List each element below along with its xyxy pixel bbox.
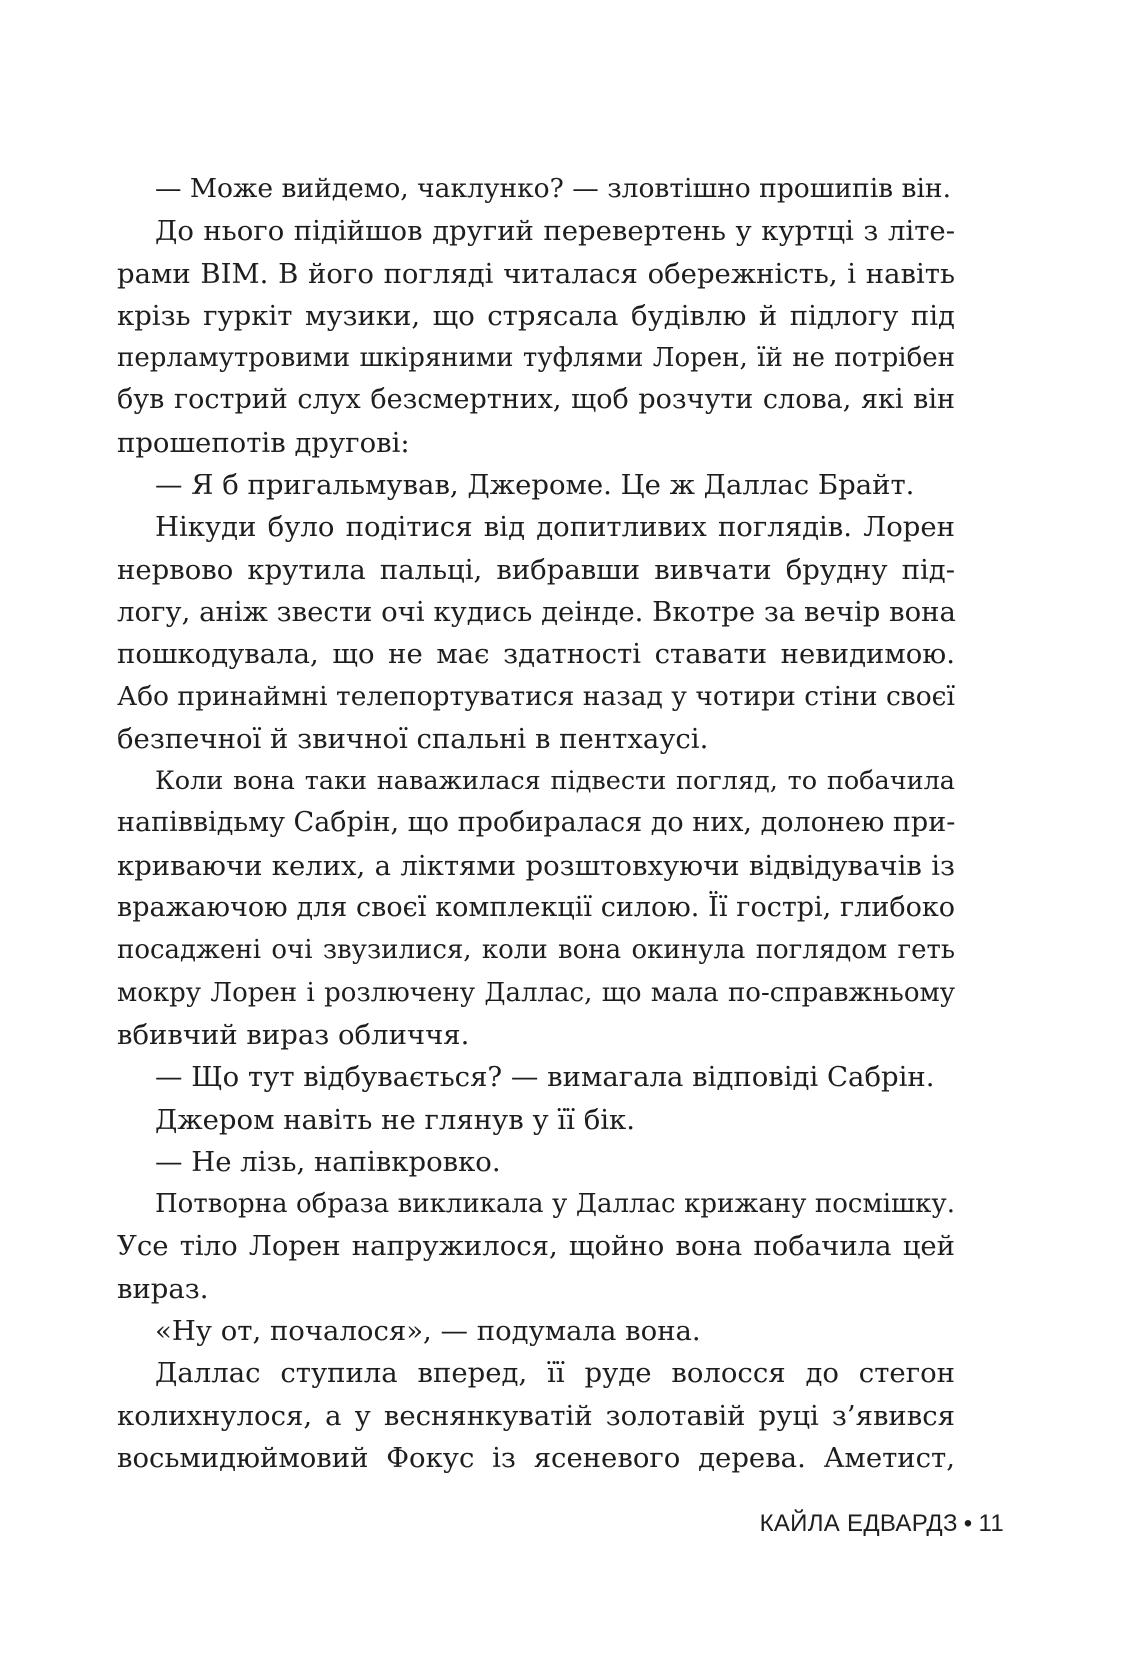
text-line: логу, аніж звести очі кудись деінде. Вкотре за вечір вона [117, 595, 956, 628]
text-line: «Ну от, почалося», — подумала вона. [155, 1315, 701, 1348]
text-line: — Не лізь, напівкровко. [155, 1145, 501, 1178]
text-line: рами BIM. В його погляді читалася обережність, і навіть [117, 257, 955, 290]
text-line: — Може вийдемо, чаклунко? — зловтішно прошипів він. [155, 173, 952, 204]
footer-separator: • [963, 1510, 973, 1537]
text-line: прошепотів другові: [117, 426, 410, 459]
text-line: До нього підійшов другий перевертень у куртці з літе- [155, 215, 955, 248]
text-line: вбивчий вираз обличчя. [117, 1018, 470, 1051]
text-line: восьмидюймовий Фокус із ясеневого дерева. Аметист, [117, 1441, 955, 1474]
page-number: 11 [978, 1510, 1004, 1537]
text-line: Потворна образа викликала у Даллас крижану посмішку. [155, 1189, 955, 1220]
footer-author: КАЙЛА ЕДВАРДЗ [759, 1510, 958, 1537]
text-line: — Я б пригальмував, Джероме. Це ж Даллас Брайт. [155, 469, 915, 502]
running-footer [760, 1510, 1004, 1538]
text-line: Коли вона таки наважилася підвести погляд, то побачила [155, 766, 955, 797]
text-line: колихнулося, а у веснянкуватій золотавій руці з’явився [117, 1399, 955, 1432]
text-line: перламутровими шкіряними туфлями Лорен, їй не потрібен [117, 343, 955, 374]
text-line: криваючи келих, а ліктями розштовхуючи відвідувачів із [117, 849, 955, 882]
text-line: безпечної й звичної спальні в пентхаусі. [117, 722, 709, 755]
text-line: вражаючою для своєї комплекції силою. Її гострі, глибоко [117, 892, 955, 924]
text-line: нервово крутила пальці, вибравши вивчати брудну під- [117, 553, 955, 586]
text-line: мокру Лорен і розлючену Даллас, що мала по-справжньому [117, 977, 955, 1008]
text-line: посаджені очі звузилися, коли вона окинула поглядом геть [117, 935, 955, 966]
text-line: крізь гуркіт музики, що стрясала будівлю й підлогу під [117, 299, 955, 332]
text-line: напіввідьму Сабрін, що пробиралася до них, долонею при- [117, 807, 956, 839]
page-body [117, 168, 955, 1479]
text-line: — Що тут відбувається? — вимагала відповіді Сабрін. [155, 1061, 935, 1094]
text-line: пошкодувала, що не має здатності ставати невидимою. [117, 638, 955, 671]
text-line: був гострий слух безсмертних, щоб розчути слова, які він [117, 384, 955, 416]
text-line: Даллас ступила вперед, її руде волосся до стегон [155, 1357, 955, 1390]
text-line: вираз. [117, 1272, 209, 1305]
text-line: Усе тіло Лорен напружилося, щойно вона побачила цей [117, 1230, 955, 1263]
text-line: Джером навіть не глянув у її бік. [155, 1103, 635, 1136]
text-line: Або принаймні телепортуватися назад у чотири стіни своєї [117, 680, 955, 712]
text-line: Нікуди було подітися від допитливих поглядів. Лорен [155, 511, 955, 544]
